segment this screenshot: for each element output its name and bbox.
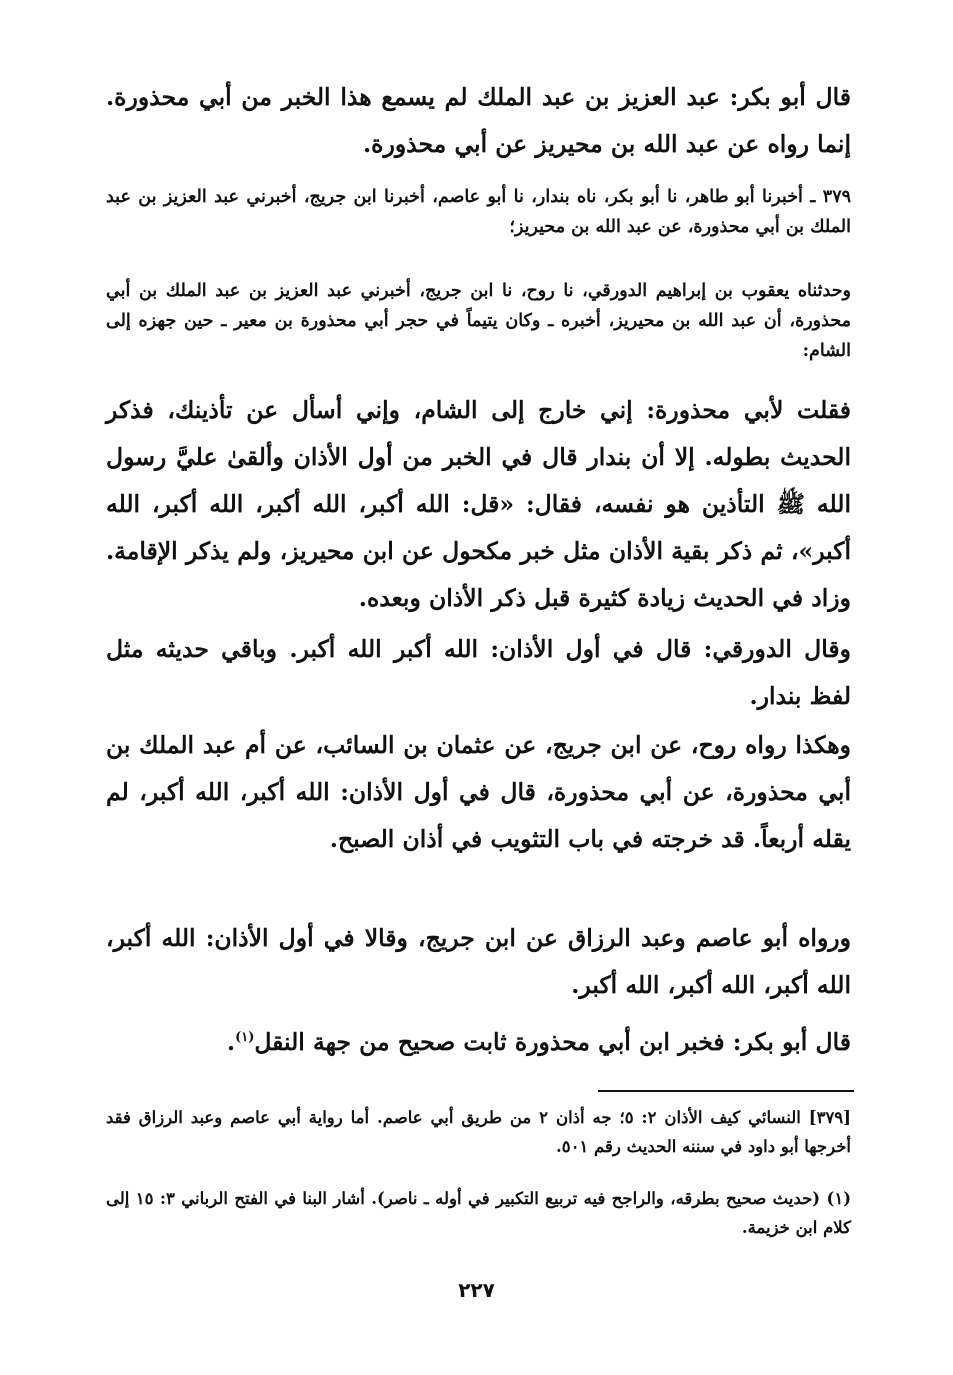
paragraph-abu-bakr-comment: قال أبو بكر: عبد العزيز بن عبد الملك لم يسمع هذا الخبر من أبي محذورة. إنما رواه عن عبد الله بن محيريز عن أبي محذورة.	[106, 83, 851, 158]
paragraph-abu-bakr-verdict	[106, 1019, 851, 1066]
hadith-379-chain: ٣٧٩ ـ أخبرنا أبو طاهر، نا أبو بكر، ناه بندار، نا أبو عاصم، أخبرنا ابن جريج، أخبرني عبد العزيز بن عبد الملك بن أبي محذورة، عن عبد الله بن محيريز؛	[106, 187, 851, 237]
footnote-379: [٣٧٩] النسائي كيف الأذان ٢: ٥؛ جه أذان ٢ من طريق أبي عاصم. أما رواية أبي عاصم وعبد الرزاق فقد أخرجها أبو داود في سننه الحديث رقم ٥٠١.	[106, 1108, 851, 1156]
verdict-text: قال أبو بكر: فخبر ابن أبي محذورة ثابت صحيح من جهة النقل	[254, 1028, 851, 1056]
paragraph-dawraqi-wording: وقال الدورقي: قال في أول الأذان: الله أكبر الله أكبر. وباقي حديثه مثل لفظ بندار.	[106, 635, 851, 710]
paragraph-rawh-narration: وهكذا رواه روح، عن ابن جريج، عن عثمان بن السائب، عن أم عبد الملك بن أبي محذورة، عن أبي محذورة، قال في أول الأذان: الله أكبر، الله أكبر، لم يقله أربعاً. قد خرجته في باب التثويب في أذان الصبح.	[106, 731, 851, 853]
paragraph-abu-asim-narration: ورواه أبو عاصم وعبد الرزاق عن ابن جريج، وقالا في أول الأذان: الله أكبر، الله أكبر، الله أكبر، الله أكبر.	[106, 924, 851, 999]
footnote-divider	[598, 1090, 854, 1092]
footnote-ref: (١)	[235, 1030, 255, 1046]
paragraph-dawraqi-chain: وحدثناه يعقوب بن إبراهيم الدورقي، نا روح، نا ابن جريج، أخبرني عبد العزيز بن عبد الملك بن أبي محذورة، أن عبد الله بن محيريز، أخبره ـ وكان يتيماً في حجر أبي محذورة بن معير ـ حين جهزه إلى الشام:	[106, 281, 851, 361]
paragraph-hadith-text: فقلت لأبي محذورة: إني خارج إلى الشام، وإني أسأل عن تأذينك، فذكر الحديث بطوله. إلا أن بندار قال في الخبر من أول الأذان وألقىٰ عليَّ رسول الله ﷺ التأذين هو نفسه، فقال: «قل: الله أكبر، الله أكبر، الله أكبر، الله أكبر»، ثم ذكر بقية الأذان مثل خبر مكحول عن ابن محيريز، ولم يذكر الإقامة. وزاد في الحديث زيادة كثيرة قبل ذكر الأذان وبعده.	[106, 396, 851, 612]
footnote-1: (١) (حديث صحيح بطرقه، والراجح فيه تربيع التكبير في أوله ـ ناصر). أشار البنا في الفتح الرباني ٣: ١٥ إلى كلام ابن خزيمة.	[106, 1189, 852, 1237]
verdict-end: .	[226, 1028, 236, 1056]
page-number: ٢٢٧	[458, 1278, 495, 1302]
